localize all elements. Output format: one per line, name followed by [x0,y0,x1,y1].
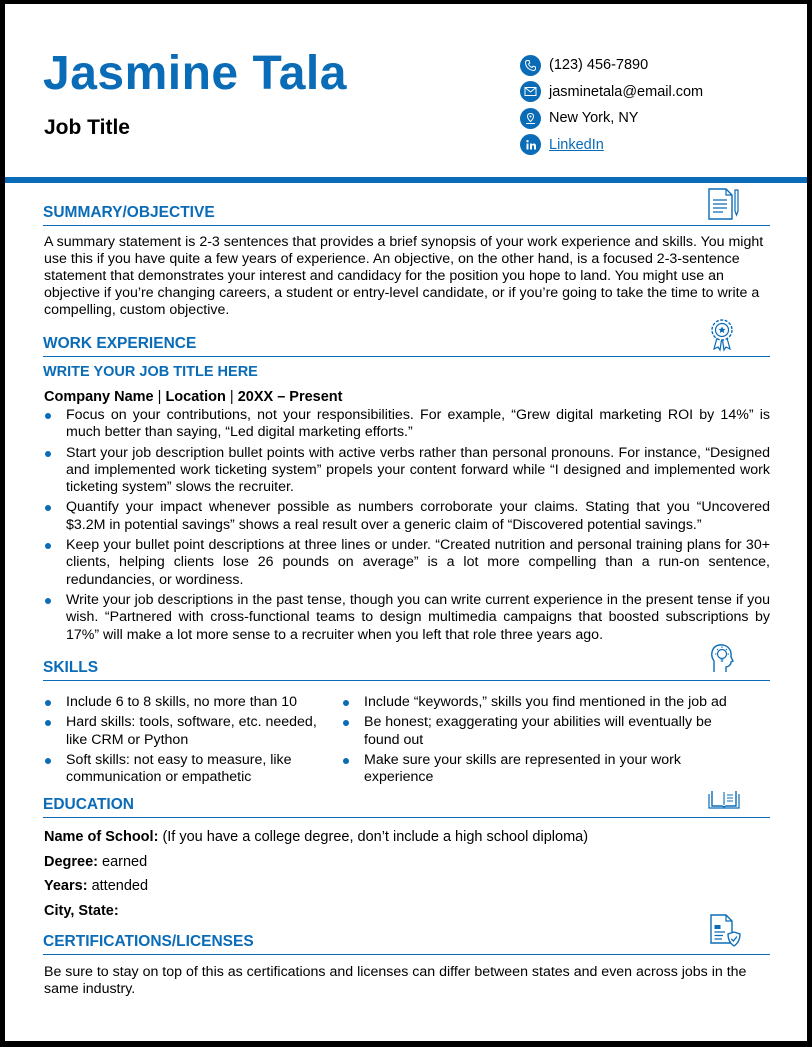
education-years [44,878,148,894]
certifications-text: Be sure to stay on top of this as certifications and licenses can differ between states and even across jobs in the same industry. [44,964,747,997]
location-text: New York, NY [549,110,639,127]
contact-block [520,52,703,158]
list-item: Focus on your contributions, not your responsibilities. For example, “Grew digital marketing ROI by 14%” is much better than saying, “Led digital marketing efforts.” [43,407,770,442]
head-lightbulb-icon [706,641,740,675]
city-label: City, State: [44,903,119,919]
work-bullets [43,407,770,647]
list-item: Soft skills: not easy to measure, like communication or empathetic [43,752,333,787]
phone-text: (123) 456-7890 [549,57,649,74]
certificate-shield-icon [708,913,742,947]
work-job-title: WRITE YOUR JOB TITLE HERE [43,364,258,380]
education-school [44,829,588,845]
summary-text: A summary statement is 2-3 sentences that provides a brief synopsis of your work experience and skills. You might use this if you have quite a few years of experience. An objective, on the other hand, is a focused 2-3-sentence statement that demonstrates your interest and candidacy for the position you hope to land. You might use an objective if you’re changing careers, a student or entry-level candidate, or if you’re going to take the time to write a compelling, custom objective. [44,234,764,318]
skills-left-list [43,694,333,789]
contact-linkedin [520,132,703,159]
summary-heading: SUMMARY/OBJECTIVE [43,205,770,226]
company-name: Company Name [44,389,154,405]
list-item: Include “keywords,” skills you find mentioned in the job ad [341,694,741,711]
header-divider-bar [5,177,807,183]
list-item: Include 6 to 8 skills, no more than 10 [43,694,333,711]
linkedin-icon [520,134,541,155]
list-item: Be honest; exaggerating your abilities will eventually be found out [341,714,741,749]
education-heading: EDUCATION [43,797,770,818]
education-degree [44,854,147,870]
degree-value: earned [102,854,148,870]
list-item: Make sure your skills are represented in your work experience [341,752,741,787]
years-label: Years: [44,878,88,894]
contact-location [520,105,703,132]
work-company-line [44,389,343,405]
linkedin-link[interactable]: LinkedIn [549,136,604,153]
separator: | [229,389,234,405]
email-text[interactable]: jasminetala@email.com [549,83,704,100]
phone-icon [520,55,541,76]
separator: | [157,389,162,405]
degree-label: Degree: [44,854,98,870]
award-ribbon-icon [709,318,737,352]
school-value: (If you have a college degree, don’t include a high school diploma) [162,829,589,845]
education-city [44,903,119,919]
contact-phone [520,52,703,79]
skills-right-list [341,694,741,789]
skills-heading: SKILLS [43,660,770,681]
school-label: Name of School: [44,829,159,845]
resume-page [5,4,807,1041]
list-item: Quantify your impact whenever possible as numbers corroborate your claims. Stating that you “Uncovered $3.2M in potential savings” shows a real result over a generic claim of “Discovered potential savings.” [43,499,770,534]
list-item: Hard skills: tools, software, etc. needed, like CRM or Python [43,714,333,749]
email-icon [520,81,541,102]
contact-email [520,79,703,106]
list-item: Keep your bullet point descriptions at three lines or under. “Created nutrition and personal training plans for 30+ clients, helping clients lose 26 pounds on average” is a lot more compelling than a run-on sentence, redundancies, or wordiness. [43,537,770,589]
candidate-job-title: Job Title [44,116,130,139]
company-dates: 20XX – Present [237,389,343,405]
list-item: Write your job descriptions in the past tense, though you can write current experience in the present tense if you wish. “Partnered with cross-functional teams to design multimedia campaigns that boosted subscriptions by 17%” will make a lot more sense to a recruiter when you left that role three years ago. [43,592,770,644]
candidate-name: Jasmine Tala [43,47,347,100]
years-value: attended [91,878,149,894]
work-heading: WORK EXPERIENCE [43,336,770,357]
open-book-icon [708,789,740,809]
company-location: Location [165,389,226,405]
certifications-heading: CERTIFICATIONS/LICENSES [43,934,770,955]
list-item: Start your job description bullet points with active verbs rather than personal pronouns. For instance, “Designed and implemented work ticketing system” propels your content forward while “I designed and implemented work ticketing system” slows the recruiter. [43,445,770,497]
document-pen-icon [706,187,740,221]
location-icon [520,108,541,129]
